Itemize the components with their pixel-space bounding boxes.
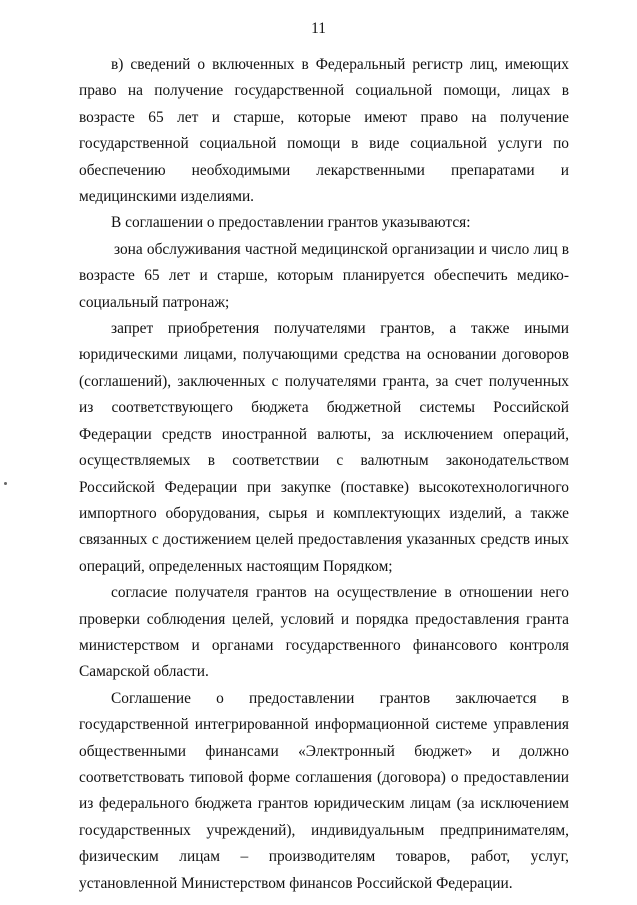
scan-dot-mark	[4, 482, 7, 485]
paragraph-v-registry-info: в) сведений о включенных в Федеральный регистр лиц, имеющих право на получение государственной социальной помощи, лицах в возрасте 65 лет и старше, которые имеют право на получение государственной социальной помощи в виде социальной услуги по обеспечению необходимыми лекарственными препаратами и медицинскими изделиями.	[79, 56, 569, 206]
paragraph-consent: согласие получателя грантов на осуществление в отношении него проверки соблюдения целей, условий и порядка предоставления гранта министерством и органами государственного финансового контроля Самарской области.	[79, 584, 569, 681]
paragraph-agreement-intro: В соглашении о предоставлении грантов указываются:	[111, 214, 471, 232]
paragraph-currency-ban: запрет приобретения получателями грантов, а также иными юридическими лицами, получающими средства на основании договоров (соглашений), заключенных с получателями гранта, за счет полученных из соответствующего бюджета бюджетной системы Российской Федерации средств иностранной валюты, за исключением операций, осуществляемых в соответствии с валютным законодательством Российской Федерации при закупке (поставке) высокотехнологичного импортного оборудования, сырья и комплектующих изделий, а также связанных с достижением целей предоставления указанных средств иных операций, определенных настоящим Порядком;	[79, 320, 569, 575]
paragraph-electronic-budget: Соглашение о предоставлении грантов заключается в государственной интегрированной информационной системе управления общественными финансами «Электронный бюджет» и должно соответствовать типовой форме соглашения (договора) о предоставлении из федерального бюджета грантов юридическим лицам (за исключением государственных учреждений), индивидуальным предпринимателям, физическим лицам – производителям товаров, работ, услуг, установленной Министерством финансов Российской Федерации.	[79, 689, 569, 892]
page-number: 11	[311, 20, 326, 37]
paragraph-service-zone: зона обслуживания частной медицинской организации и число лиц в возрасте 65 лет и старше, которым планируется обеспечить медико-социальный патронаж;	[79, 240, 569, 311]
document-body	[79, 52, 569, 897]
